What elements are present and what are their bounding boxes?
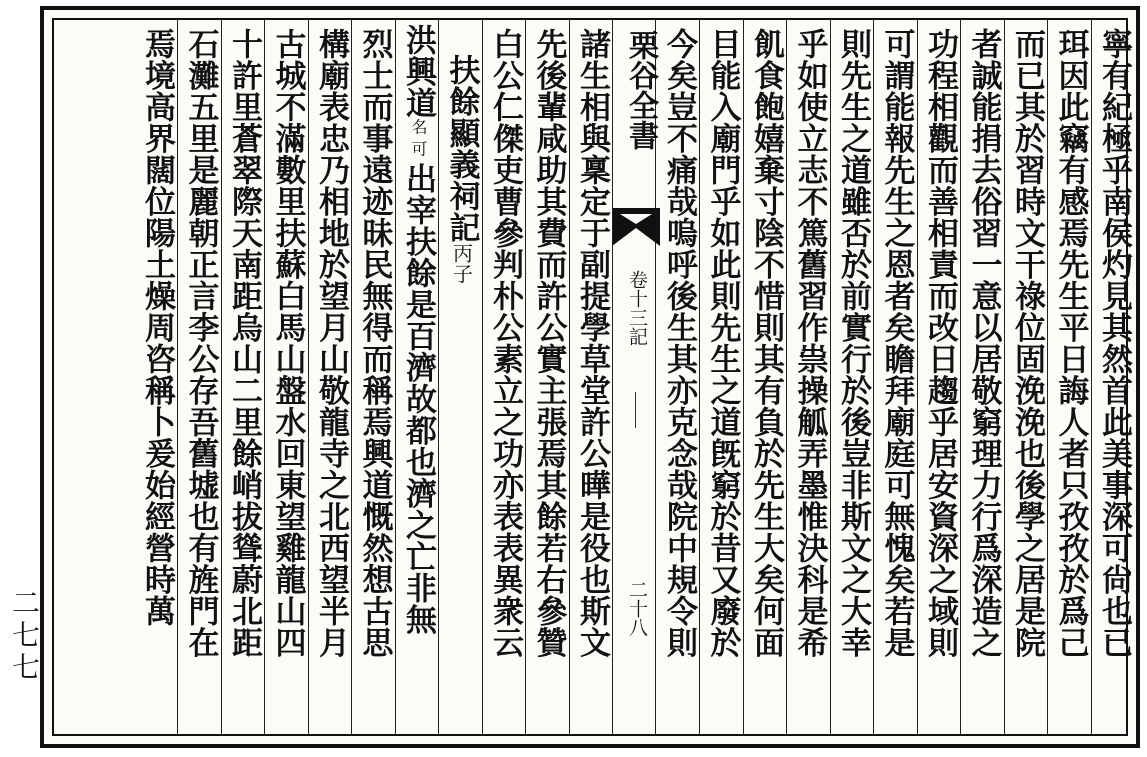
right-text-column: 珥因此竊有感焉先生平日誨人者只孜孜於爲己 <box>1052 28 1089 658</box>
right-text-column: 而已其於習時文干祿位固浼浼也後學之居是院 <box>1009 28 1045 658</box>
essay-title: 扶餘顯義祠記 <box>443 54 480 243</box>
column-rule <box>525 20 526 734</box>
right-text-column: 功程相觀而善相責而改日趨乎居安資深之域則 <box>922 28 958 658</box>
right-text-column: 目能入廟門乎如此則先生之道旣窮於昔又廢於 <box>704 28 741 658</box>
left-text-column: 十許里蒼翠際天南距烏山二里餘峭拔聳蔚北距 <box>226 28 262 658</box>
column-rule <box>699 20 700 734</box>
book-title: 栗谷全書 <box>623 30 658 150</box>
left-text-column: 烈士而事遠迹昧民無得而稱焉興道慨然想古思 <box>356 28 393 658</box>
column-rule <box>1047 20 1048 734</box>
section-label: 記 <box>626 327 648 346</box>
hong-column <box>395 20 439 734</box>
name-note: 名可 <box>409 118 428 163</box>
column-rule <box>873 20 874 734</box>
column-rule <box>351 20 352 734</box>
left-text-column: 古城不滿數里扶蘇白馬山盤水回東望雞龍山四 <box>269 28 306 658</box>
column-rule <box>1091 20 1092 734</box>
column-rule <box>960 20 961 734</box>
right-text-column: 者誠能捐去俗習一意以居敬窮理力行爲深造之 <box>965 28 1002 658</box>
left-text-column: 構廟表忠乃相地於望月山敬龍寺之北西望半月 <box>313 28 349 658</box>
column-rule <box>308 20 309 734</box>
column-rule <box>612 20 613 734</box>
center-fold-strip <box>612 20 660 734</box>
right-text-column: 寧有紀極乎南侯灼見其然首此美事深可尙也已 <box>1096 28 1132 658</box>
right-text-column: 今矣豈不痛哉嗚呼後生其亦克念哉院中規令則 <box>661 28 697 658</box>
essay-date: 丙子 <box>449 243 474 284</box>
right-text-column: 可謂能報先生之恩者矣瞻拜廟庭可無愧矣若是 <box>878 28 915 658</box>
volume-number: 卷十三 <box>626 270 648 327</box>
column-rule <box>177 20 178 734</box>
left-text-column: 白公仁傑吏曹參判朴公素立之功亦表表異衆云 <box>487 28 523 658</box>
left-text-column: 先後輩咸助其費而許公實主張焉其餘若右參贊 <box>530 28 567 658</box>
column-rule <box>395 20 396 734</box>
column-rule <box>1004 20 1005 734</box>
hong-continuation: 出宰扶餘是百濟故都也濟之亡非無 <box>400 162 436 635</box>
column-rule <box>221 20 222 734</box>
volume-label <box>624 270 651 346</box>
hong-name: 洪興道 <box>400 24 436 119</box>
column-rule <box>743 20 744 734</box>
fold-mark <box>635 392 636 428</box>
column-rule <box>482 20 483 734</box>
text-frame <box>52 18 1132 736</box>
right-text-column: 乎如使立志不篤舊習作祟操觚弄墨惟決科是希 <box>791 28 828 658</box>
folio-number: 二十八 <box>626 580 648 637</box>
page-number: 二七七 <box>8 588 41 684</box>
right-text-column: 飢食飽嬉棄寸陰不惜則其有負於先生大矣何面 <box>748 28 784 658</box>
column-rule <box>438 20 439 734</box>
left-text-column: 石灘五里是麗朝正言李公存吾舊墟也有旌門在 <box>182 28 219 658</box>
column-rule <box>830 20 831 734</box>
fishtail-mark <box>612 208 660 246</box>
essay-title-column <box>438 20 482 734</box>
column-rule <box>569 20 570 734</box>
column-rule <box>917 20 918 734</box>
left-text-column: 諸生相與稟定于副提學草堂許公曄是役也斯文 <box>574 28 610 658</box>
column-rule <box>786 20 787 734</box>
page-block <box>40 6 1140 748</box>
right-text-column: 則先生之道雖否於前實行於後豈非斯文之大幸 <box>835 28 871 658</box>
column-rule <box>264 20 265 734</box>
left-text-column: 焉境高界闊位陽土燥周咨稱卜爰始經營時萬 <box>139 28 175 627</box>
